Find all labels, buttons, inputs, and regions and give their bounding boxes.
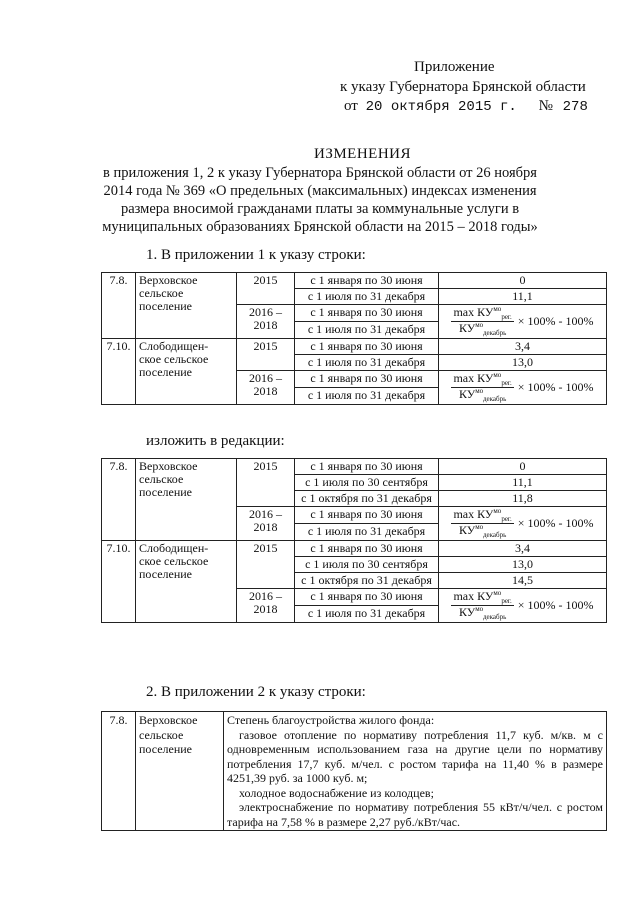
period-cell: с 1 июля по 31 декабря <box>295 524 439 541</box>
intro-line: в приложения 1, 2 к указу Губернатора Брянской области от 26 ноября <box>103 165 537 181</box>
value-cell: 11,1 <box>439 289 607 305</box>
description-line: электроснабжение по нормативу потребления 55 кВт/ч/чел. с ростом тарифа на 7,58 % в размере 2,27 руб./кВт/час. <box>227 800 603 829</box>
table-row <box>102 339 607 355</box>
settlement-name: Слободищен- ское сельское поселение <box>136 339 237 405</box>
date-value: 20 октября 2015 г. <box>365 99 517 115</box>
section1-replace-label: изложить в редакции: <box>146 433 285 449</box>
value-cell: 3,4 <box>439 339 607 355</box>
formula-cell <box>439 589 607 623</box>
value-cell: 11,8 <box>439 491 607 507</box>
table-appendix2-rows <box>101 711 607 831</box>
section1-heading: 1. В приложении 1 к указу строки: <box>146 247 366 263</box>
period-cell: с 1 января по 30 июня <box>295 589 439 606</box>
settlement-name: Слободищен- ское сельское поселение <box>136 541 237 623</box>
intro-line: 2014 года № 369 «О предельных (максимальных) индексах изменения <box>103 183 537 199</box>
value-cell: 13,0 <box>439 355 607 371</box>
period-cell: с 1 июля по 31 декабря <box>295 388 439 405</box>
table-new-rows <box>101 458 607 623</box>
year-cell: 2015 <box>237 459 295 507</box>
description-cell <box>224 712 607 831</box>
index-formula: $\frac{\max КУ^{мо}_{рег.}}{КУ^{мо}_{декабрь}}$ × 100% - 100% <box>453 589 594 621</box>
year-cell: 2015 <box>237 541 295 589</box>
period-cell: с 1 июля по 31 декабря <box>295 355 439 371</box>
value-cell: 11,1 <box>439 475 607 491</box>
document-title: ИЗМЕНЕНИЯ <box>314 146 412 162</box>
period-cell: с 1 октября по 31 декабря <box>295 573 439 589</box>
table-row <box>102 273 607 289</box>
period-cell: с 1 января по 30 июня <box>295 371 439 388</box>
index-formula: $\frac{\max КУ^{мо}_{рег.}}{КУ^{мо}_{декабрь}}$ × 100% - 100% <box>453 371 594 403</box>
formula-cell <box>439 371 607 405</box>
period-cell: с 1 июля по 31 декабря <box>295 289 439 305</box>
index-formula: $\frac{\max КУ^{мо}_{рег.}}{КУ^{мо}_{декабрь}}$ × 100% - 100% <box>453 507 594 539</box>
intro-block <box>40 164 600 236</box>
number-sign: № <box>538 98 553 114</box>
period-cell: с 1 июля по 31 декабря <box>295 322 439 339</box>
row-number: 7.8. <box>102 459 136 541</box>
description-line: газовое отопление по нормативу потребления 11,7 куб. м/кв. м с одновременным использованием газа на другие цели по нормативу потребления 17,7 куб. м/чел. с ростом тарифа на 11,40 % в размере 4251,39 руб. за 1000 куб. м; <box>227 727 603 785</box>
appendix-decree-ref: к указу Губернатора Брянской области <box>340 79 586 95</box>
value-cell: 13,0 <box>439 557 607 573</box>
formula-cell <box>439 305 607 339</box>
value-cell: 0 <box>439 273 607 289</box>
description-line: холодное водоснабжение из колодцев; <box>239 785 434 800</box>
year-cell: 2015 <box>237 273 295 305</box>
period-cell: с 1 января по 30 июня <box>295 339 439 355</box>
index-formula: $\frac{\max КУ^{мо}_{рег.}}{КУ^{мо}_{декабрь}}$ × 100% - 100% <box>453 305 594 337</box>
number-value: 278 <box>562 99 588 115</box>
intro-line: размера вносимой гражданами платы за коммунальные услуги в <box>120 201 520 217</box>
table-row <box>102 712 607 831</box>
table-row <box>102 459 607 475</box>
table-row <box>102 541 607 557</box>
period-cell: с 1 января по 30 июня <box>295 305 439 322</box>
value-cell: 14,5 <box>439 573 607 589</box>
period-cell: с 1 июля по 31 декабря <box>295 606 439 623</box>
period-cell: с 1 января по 30 июня <box>295 507 439 524</box>
year-cell: 2016 – 2018 <box>237 507 295 541</box>
row-number: 7.10. <box>102 541 136 623</box>
period-cell: с 1 октября по 31 декабря <box>295 491 439 507</box>
year-cell: 2015 <box>237 339 295 371</box>
period-cell: с 1 июля по 30 сентября <box>295 475 439 491</box>
appendix-date-line <box>344 97 588 116</box>
period-cell: с 1 июля по 30 сентября <box>295 557 439 573</box>
description-line: Степень благоустройства жилого фонда: <box>227 713 435 727</box>
value-cell: 3,4 <box>439 541 607 557</box>
row-number: 7.8. <box>102 712 136 831</box>
settlement-name: Верховское сельское поселение <box>136 459 237 541</box>
intro-line: муниципальных образованиях Брянской области на 2015 – 2018 годы» <box>102 219 538 235</box>
period-cell: с 1 января по 30 июня <box>295 541 439 557</box>
row-number: 7.10. <box>102 339 136 405</box>
row-number: 7.8. <box>102 273 136 339</box>
date-prefix: от <box>344 98 358 114</box>
formula-cell <box>439 507 607 541</box>
year-cell: 2016 – 2018 <box>237 305 295 339</box>
settlement-name: Верховское сельское поселение <box>136 273 237 339</box>
section2-heading: 2. В приложении 2 к указу строки: <box>146 684 366 700</box>
year-cell: 2016 – 2018 <box>237 589 295 623</box>
period-cell: с 1 января по 30 июня <box>295 273 439 289</box>
settlement-name: Верховское сельское поселение <box>136 712 224 831</box>
period-cell: с 1 января по 30 июня <box>295 459 439 475</box>
value-cell: 0 <box>439 459 607 475</box>
appendix-label: Приложение <box>414 59 495 75</box>
year-cell: 2016 – 2018 <box>237 371 295 405</box>
table-old-rows <box>101 272 607 405</box>
